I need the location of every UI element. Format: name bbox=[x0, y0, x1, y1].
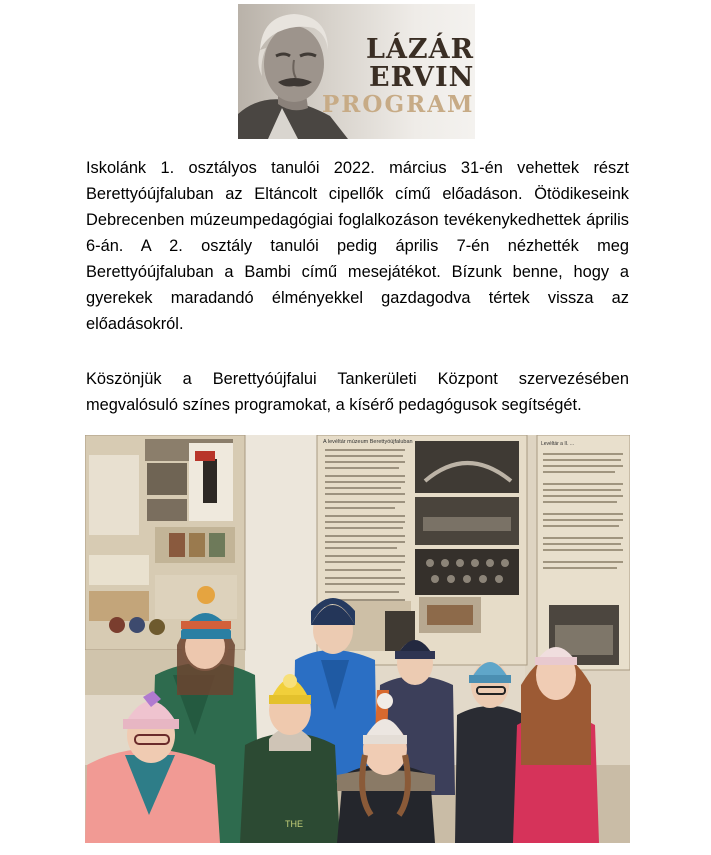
lazar-ervin-program-logo bbox=[238, 4, 475, 139]
logo-text-lazar: LÁZÁR bbox=[366, 34, 475, 65]
svg-text:THE: THE bbox=[285, 819, 303, 829]
logo-text-program: PROGRAM bbox=[322, 91, 475, 118]
exhibit-panel-right bbox=[537, 435, 630, 670]
panel-center-heading: A levéltár múzeum Berettyóújfaluban bbox=[323, 439, 413, 445]
panel-right-heading: Levéltár a II. ... bbox=[541, 441, 575, 447]
article-paragraph-2: Köszönjük a Berettyóújfalui Tankerületi Központ szervezésében megvalósuló színes programokat, a kísérő pedagógusok segítségét. bbox=[86, 370, 629, 414]
class-group-photo bbox=[85, 435, 630, 843]
logo-text-ervin: ERVIN bbox=[369, 62, 475, 93]
article-paragraph-1: Iskolánk 1. osztályos tanulói 2022. március 31-én vehettek részt Berettyóújfaluban az Eltáncolt cipellők című előadáson. Ötödikeseink Debrecenben múzeumpedagógiai foglalkozáson tevékenykedhettek április 6-án. A 2. osztály tanulói pedig április 7-én nézhették meg Berettyóújfaluban a Bambi című mesejátékot. Bízunk benne, hogy a gyerekek maradandó élményekkel gazdagodva tértek vissza az előadásokról. bbox=[86, 159, 629, 333]
